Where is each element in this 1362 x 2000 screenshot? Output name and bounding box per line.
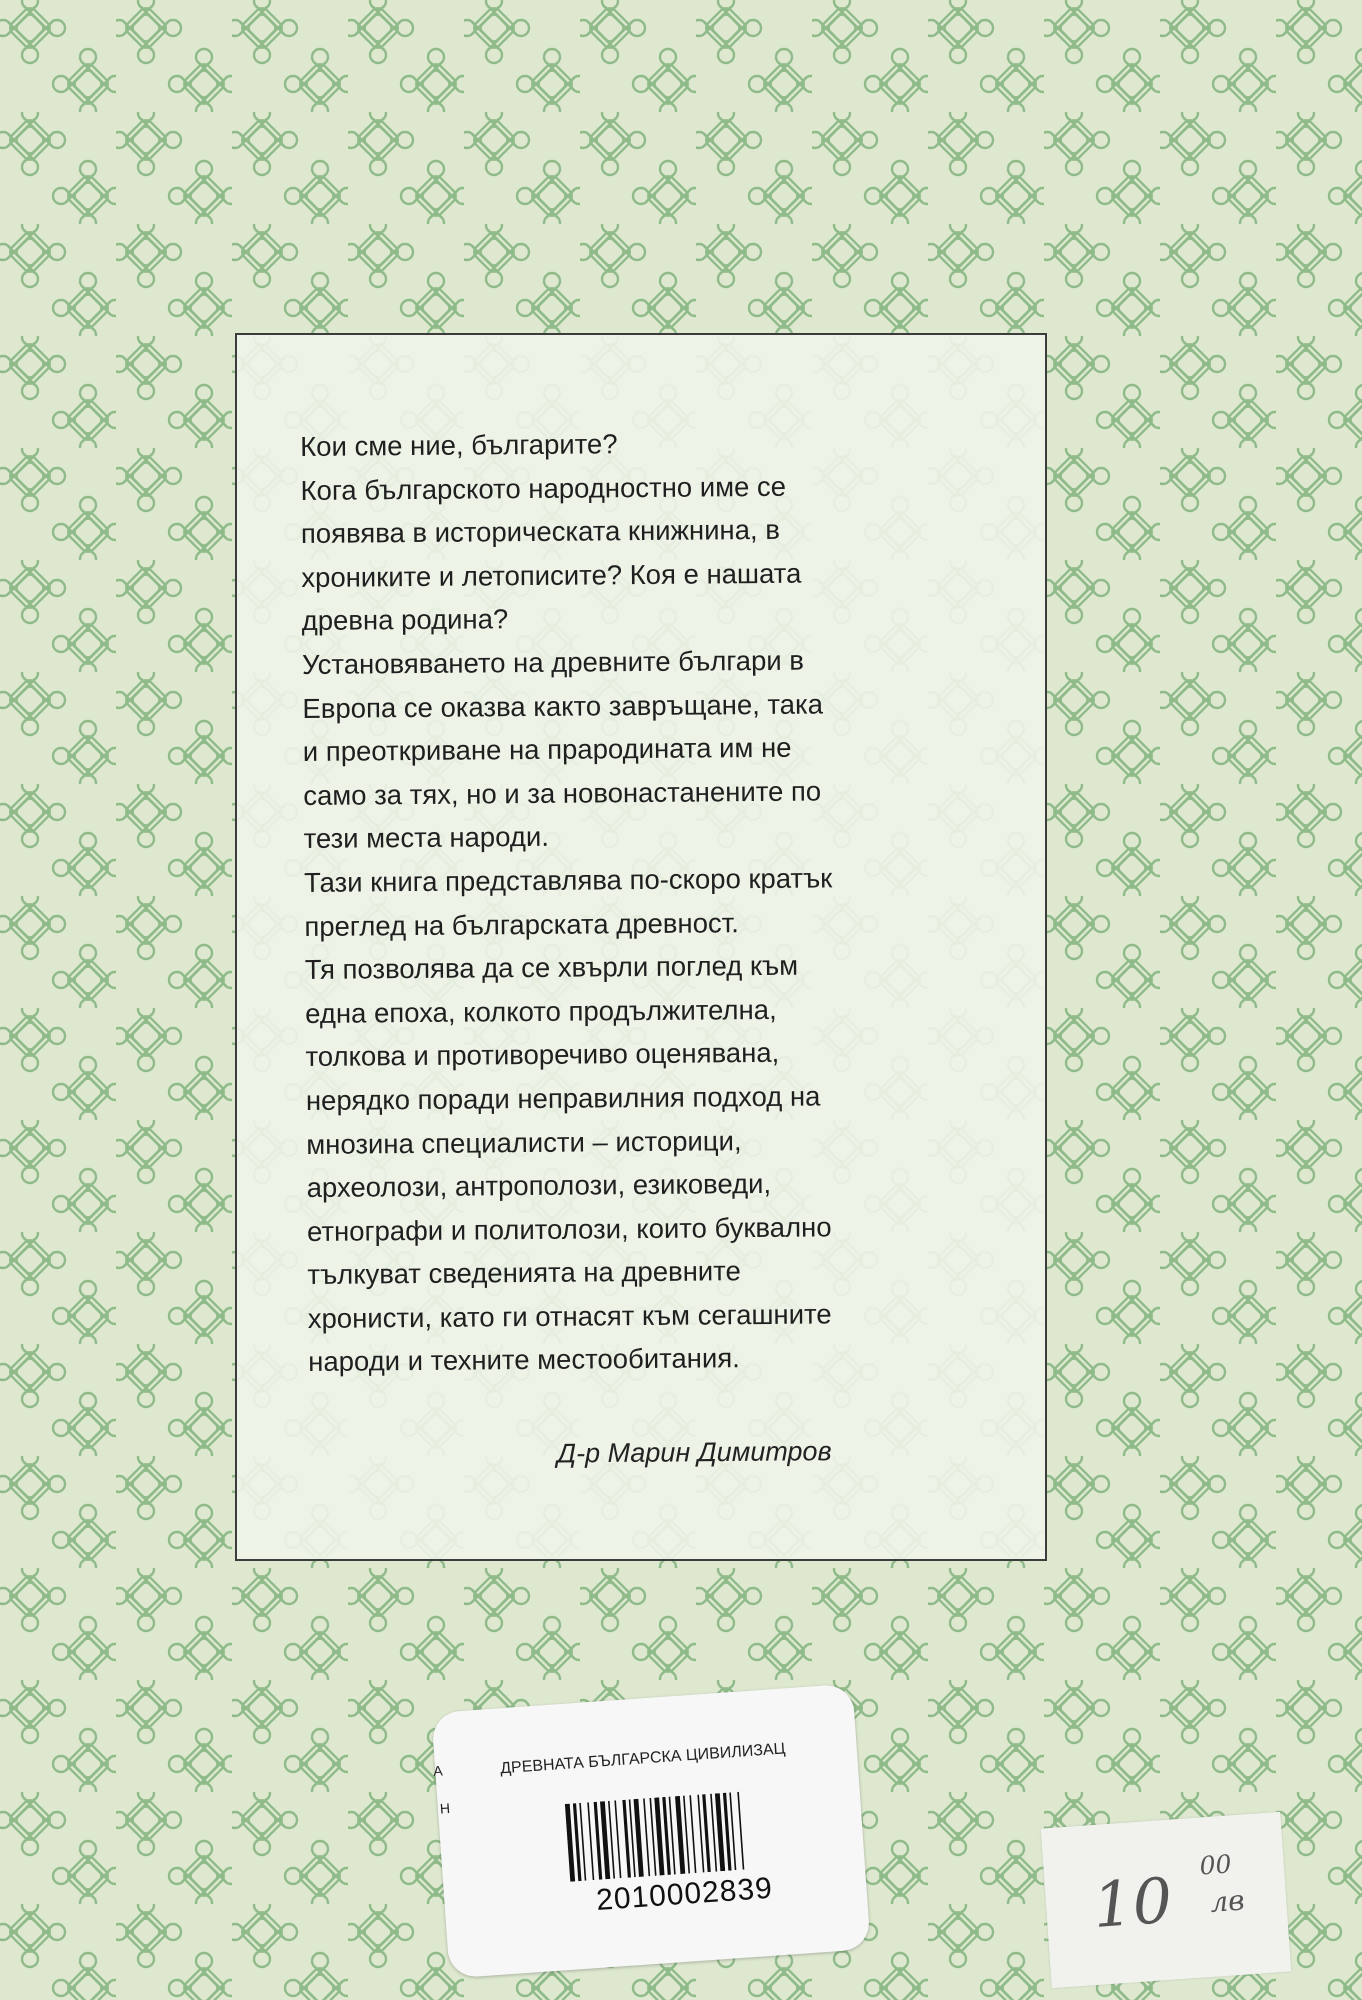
label-letter-bottom: Н xyxy=(439,1799,451,1817)
barcode-bar xyxy=(587,1802,594,1880)
barcode-bar xyxy=(715,1793,725,1871)
barcode-number: 2010002839 xyxy=(595,1871,774,1917)
label-book-title: ДРЕВНАТА БЪЛГАРСКА ЦИВИЛИЗАЦ xyxy=(499,1740,786,1778)
barcode-icon xyxy=(561,1787,816,1882)
barcode-bar xyxy=(737,1792,744,1870)
barcode-bar xyxy=(565,1804,575,1882)
price-currency: лв xyxy=(1209,1883,1246,1919)
author-signature: Д-р Марин Димитров xyxy=(556,1436,832,1469)
description-text: Кои сме ние, българите? Кога българското народностно име се появява в историческата книжнина, в хрониките и летописите? Коя е нашата древна родина? Установяването на древните българи в Европа се оказва както завръщане, така и преоткриване на прародината им не само за тях, но и за новонастанените по тези места народи. Тази книга представлява по-скоро кратък преглед на българската древност. Тя позволява да се хвърли поглед към една епоха, колкото продължителна, толкова и противоречиво оценявана, нерядко поради неправилния подход на мнозина специалисти – историци, археолози, антрополози, езиковеди, етнографи и политолози, които буквално тълкуват сведенията на древните хронисти, като ги отнасят към сегашните народи и техните местообитания. xyxy=(300,428,833,1378)
barcode-bar xyxy=(689,1795,696,1873)
barcode-bar xyxy=(634,1799,644,1877)
description-panel xyxy=(235,333,1047,1561)
price-sticker xyxy=(1041,1812,1292,1988)
price-cents: 00 xyxy=(1198,1849,1233,1881)
barcode-bar xyxy=(600,1801,610,1879)
barcode-bar xyxy=(675,1796,685,1874)
barcode-bar xyxy=(614,1800,621,1878)
price-amount: 10 xyxy=(1090,1863,1175,1943)
shelf-barcode-label xyxy=(431,1684,871,1979)
barcode-bar xyxy=(654,1797,664,1875)
label-letter-top: А xyxy=(432,1762,444,1780)
barcode-bar xyxy=(643,1798,650,1876)
